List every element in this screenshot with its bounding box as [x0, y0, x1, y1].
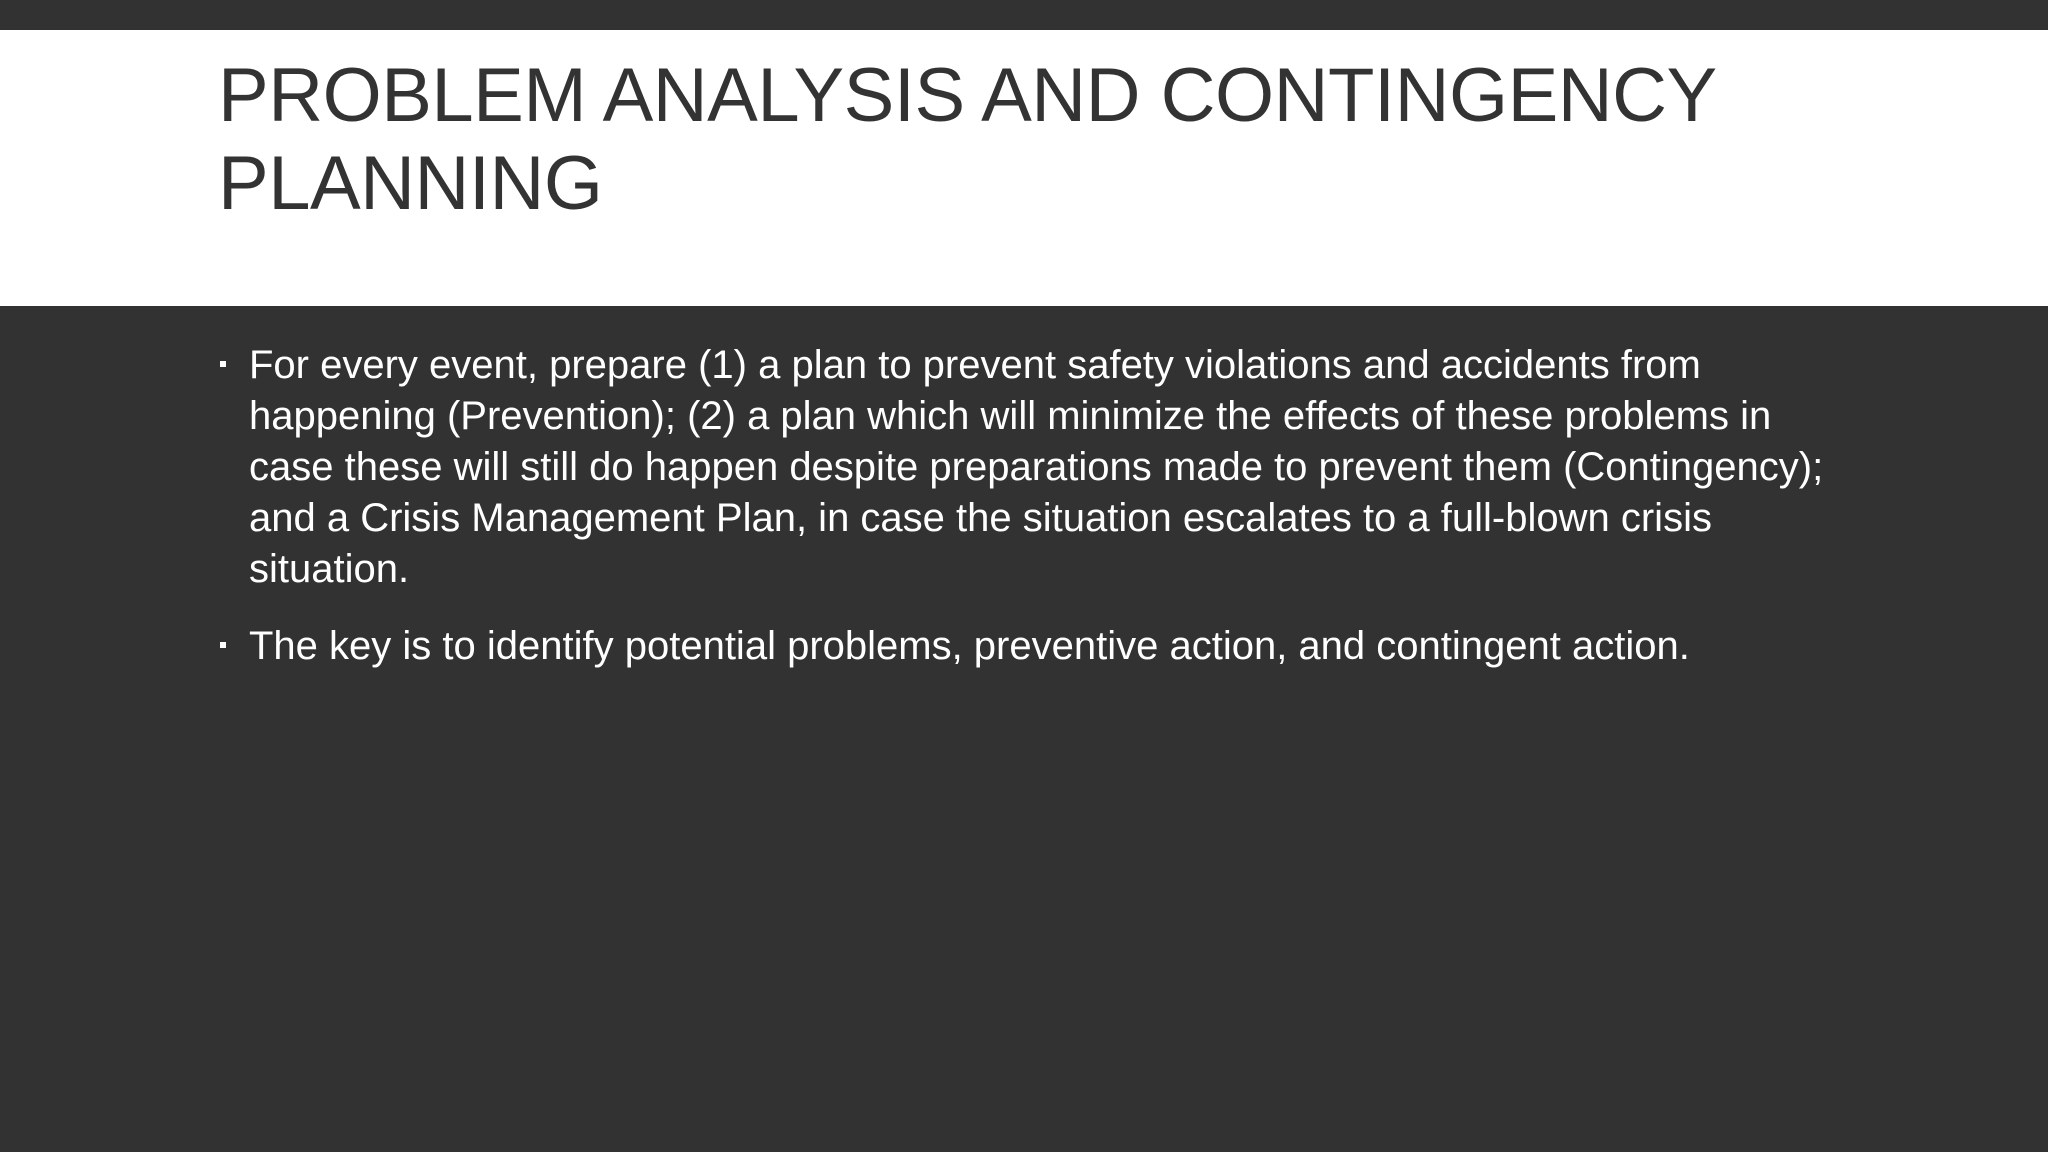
slide-title: PROBLEM ANALYSIS AND CONTINGENCY PLANNING	[218, 53, 1716, 226]
bullet-text: The key is to identify potential problems, preventive action, and contingent action.	[249, 624, 1690, 668]
square-bullet-icon	[220, 361, 226, 367]
bullet-list	[218, 340, 1858, 698]
square-bullet-icon	[220, 642, 226, 648]
bullet-item	[218, 340, 1858, 595]
bullet-text: For every event, prepare (1) a plan to prevent safety violations and accidents from happening (Prevention); (2) a plan which will minimize the effects of these problems in case these will still do happen despite preparations made to prevent them (Contingency); and a Crisis Management Plan, in case the situation escalates to a full-blown crisis situation.	[249, 343, 1824, 591]
bullet-item	[218, 621, 1858, 672]
